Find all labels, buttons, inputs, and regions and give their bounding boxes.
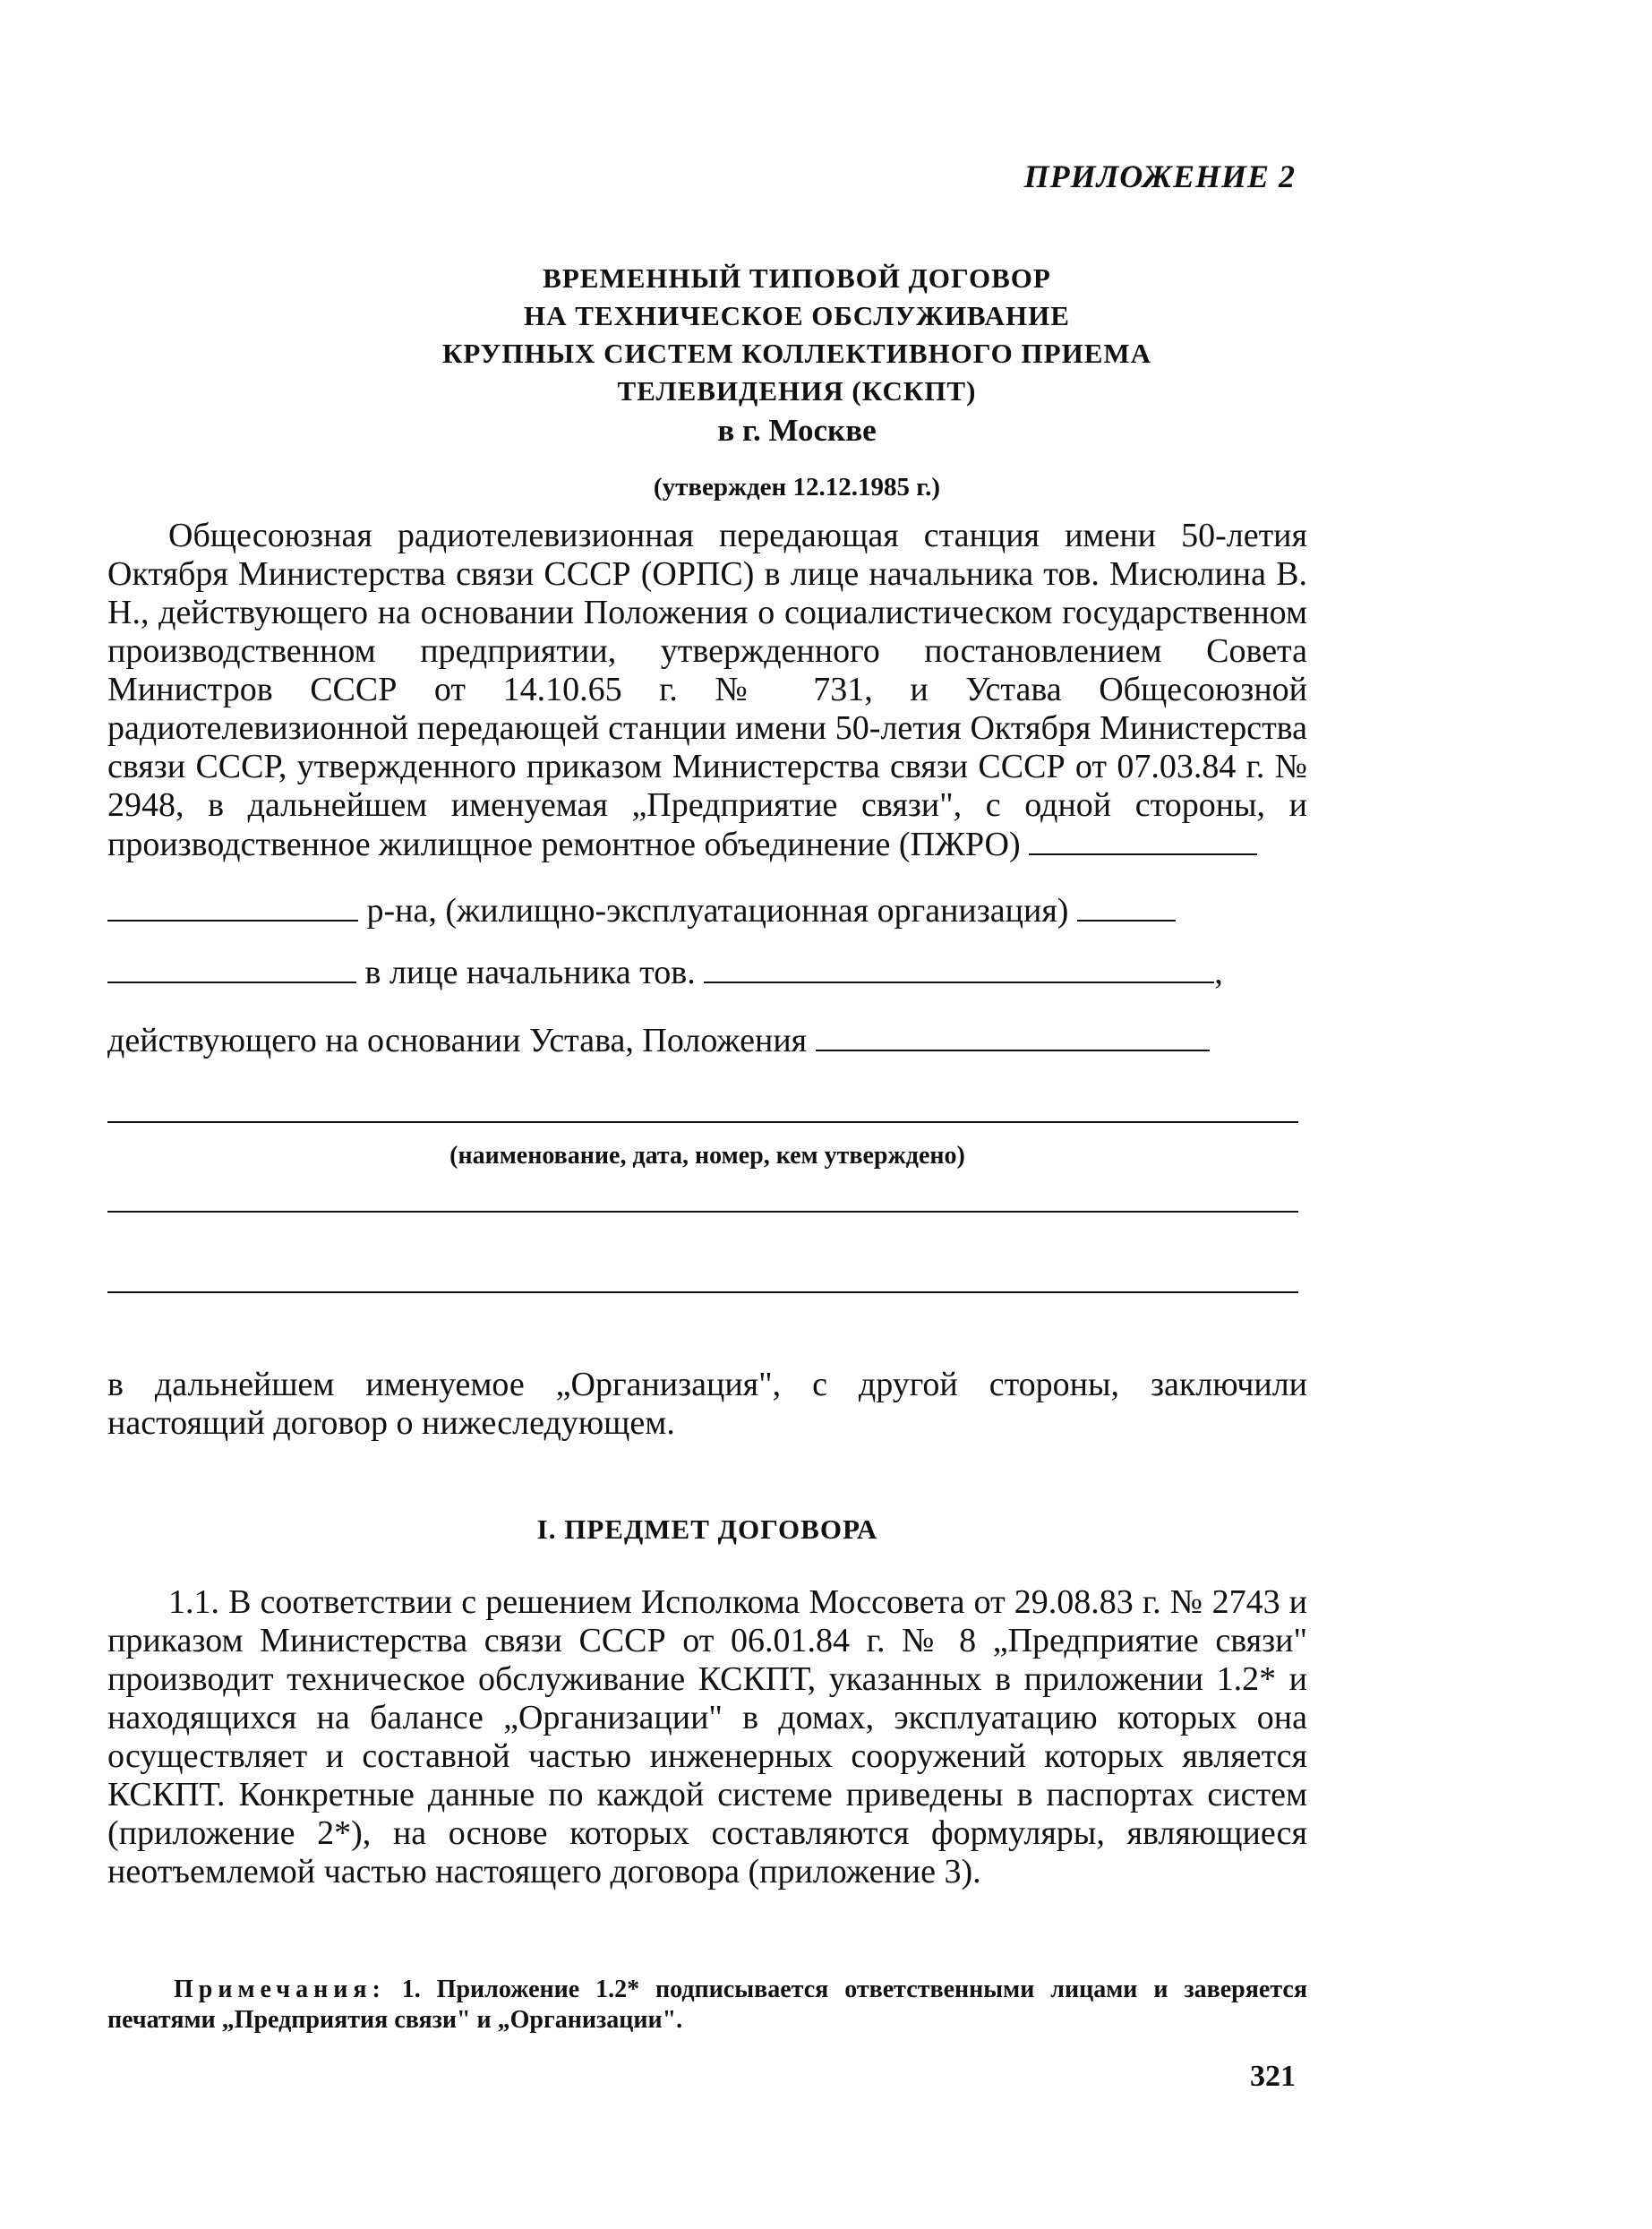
clause-1-1 (107, 1583, 1307, 1891)
note-block (107, 1975, 1307, 2036)
district-row (107, 891, 1307, 930)
basis-row (107, 1021, 1307, 1060)
district-blank (107, 891, 358, 922)
title-line: НА ТЕХНИЧЕСКОЕ ОБСЛУЖИВАНИЕ (524, 300, 1070, 331)
district-label: р-на, (жилищно-эксплуатационная организация) (366, 892, 1069, 930)
head-label: в лице начальника тов. (364, 954, 696, 991)
section-heading: I. ПРЕДМЕТ ДОГОВОРА (536, 1513, 878, 1545)
head-name-blank (704, 953, 1214, 983)
head-row (107, 953, 1307, 992)
contract-title (233, 260, 1361, 505)
blank-line (107, 1291, 1298, 1293)
preamble-text: Общесоюзная радиотелевизионная передающая станция имени 50-летия Октября Министерства связи СССР (ОРПС) в лице начальника тов. Мисюлина В. Н., действующего на основании Положения о социалистическом государственном производственном предприятии, утвержденного постановлением Совета Министров СССР от 14.10.65 г. № 731, и Устава Общесоюзной радиотелевизионной передающей станции имени 50-летия Октября Министерства связи СССР, утвержденного приказом Министерства связи СССР от 07.03.84 г. № 2948, в дальнейшем именуемая „Предприятие связи", с одной стороны, и производственное жилищное ремонтное объединение (ПЖРО) (107, 517, 1307, 863)
basis-line (107, 1121, 1298, 1123)
title-line: ВРЕМЕННЫЙ ТИПОВОЙ ДОГОВОР (543, 262, 1051, 294)
closing-text: в дальнейшем именуемое „Организация", с другой стороны, заключили настоящий договор о нижеследующем. (107, 1366, 1307, 1442)
basis-label: действующего на основании Устава, Положения (107, 1022, 808, 1059)
title-line: КРУПНЫХ СИСТЕМ КОЛЛЕКТИВНОГО ПРИЕМА (441, 338, 1152, 369)
note-label: Примечания: (174, 1976, 386, 2003)
organization-blank (1077, 891, 1176, 922)
basis-caption: (наименование, дата, номер, кем утверждено) (449, 1142, 965, 1170)
approval-date: (утвержден 12.12.1985 г.) (653, 473, 941, 502)
clause-1-1-text: 1.1. В соответствии с решением Исполкома Моссовета от 29.08.83 г. № 2743 и приказом Министерства связи СССР от 06.01.84 г. № 8 „Предприятие связи" производит техническое обслуживание КСКПТ, указанных в приложении 1.2* и находящихся на балансе „Организации" в домах, эксплуатацию которых она осуществляет и составной частью инженерных сооружений которых является КСКПТ. Конкретные данные по каждой системе приведены в паспортах систем (приложение 2*), на основе которых составляются формуляры, являющиеся неотъемлемой частью настоящего договора (приложение 3). (107, 1583, 1307, 1890)
preamble-paragraph (107, 517, 1307, 864)
page-number: 321 (1250, 2060, 1296, 2093)
pzhro-name-blank (1029, 825, 1257, 855)
basis-blank (816, 1021, 1210, 1051)
closing-paragraph (107, 1366, 1307, 1443)
appendix-label: ПРИЛОЖЕНИЕ 2 (1023, 159, 1296, 194)
blank-line (107, 1211, 1298, 1213)
head-row-end: , (1214, 954, 1223, 991)
title-city: в г. Москве (717, 413, 877, 448)
organization-name-blank (107, 953, 356, 983)
note-text: 1. Приложение 1.2* подписывается ответственными лицами и заверяется печатями „Предприятия связи" и „Организации". (107, 1976, 1308, 2034)
title-line: ТЕЛЕВИДЕНИЯ (КСКПТ) (617, 375, 977, 407)
